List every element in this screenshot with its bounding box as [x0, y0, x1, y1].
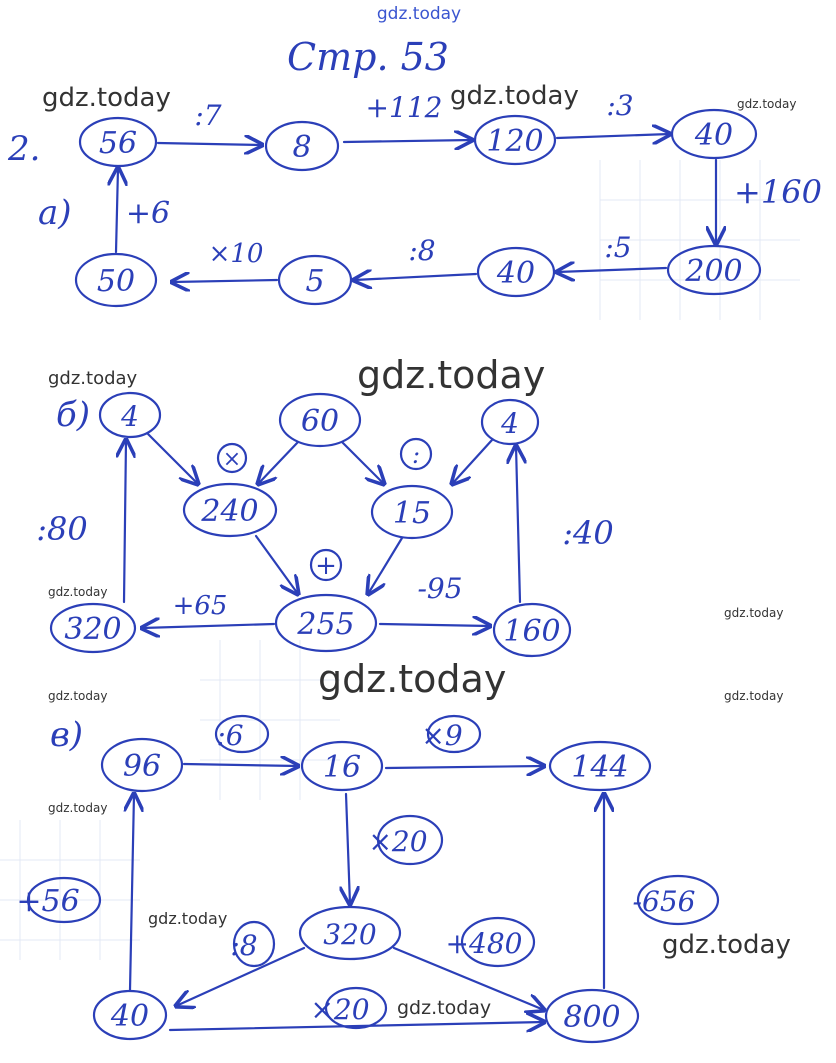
- op-label: +112: [365, 91, 443, 124]
- watermark: gdz.today: [48, 585, 108, 599]
- node-value: 160: [503, 614, 561, 649]
- node-value: 240: [201, 494, 259, 529]
- part-a-label: а): [38, 193, 72, 233]
- page-title: Стр. 53: [287, 35, 449, 79]
- arrow: [172, 280, 277, 282]
- arrow: [116, 168, 118, 252]
- op-label: :5: [604, 231, 632, 264]
- part-c-diagram: [16, 715, 718, 1042]
- arrow: [124, 440, 126, 602]
- arrow: [452, 440, 492, 484]
- op-label: :40: [562, 514, 614, 552]
- arrow: [346, 794, 350, 904]
- node-value: 120: [486, 124, 544, 159]
- task-number: 2.: [8, 129, 41, 169]
- node-value: 8: [292, 130, 312, 165]
- arrow: [368, 538, 402, 594]
- op-label: ×20: [368, 825, 428, 858]
- watermark: gdz.today: [48, 801, 108, 815]
- op-label: :7: [194, 99, 222, 132]
- arrow: [380, 624, 490, 626]
- node-value: 16: [322, 750, 362, 785]
- op-label: :6: [216, 719, 244, 752]
- op-label: ×9: [421, 719, 463, 752]
- node-value: 200: [685, 254, 743, 289]
- node-value: 144: [571, 750, 629, 785]
- op-label: +56: [16, 884, 80, 919]
- arrow: [557, 268, 666, 272]
- arrow: [386, 766, 544, 768]
- op-label: -95: [417, 572, 463, 605]
- arrow: [148, 434, 198, 484]
- node-value: 40: [110, 999, 150, 1034]
- arrow: [158, 143, 262, 145]
- watermark: gdz.today: [724, 689, 784, 703]
- part-b-label: б): [56, 395, 91, 435]
- part-b-diagram: [36, 393, 614, 656]
- node-value: 320: [64, 612, 122, 647]
- arrow: [142, 624, 274, 628]
- watermark: gdz.today: [148, 909, 228, 928]
- part-c-label: в): [50, 715, 84, 755]
- watermark: gdz.today: [42, 83, 171, 113]
- node-value: 4: [501, 407, 519, 440]
- node-value: 60: [300, 404, 340, 439]
- node-value: 40: [496, 256, 536, 291]
- node-value: 320: [323, 918, 377, 951]
- watermark: gdz.today: [318, 657, 507, 701]
- node-value: 96: [122, 749, 162, 784]
- node-value: 50: [96, 264, 136, 299]
- arrow: [342, 442, 384, 484]
- node-value: 800: [563, 1000, 621, 1035]
- arrow: [557, 134, 670, 138]
- op-label: ×20: [310, 993, 370, 1026]
- watermark: gdz.today: [737, 97, 797, 111]
- op-label: :3: [606, 89, 634, 122]
- op-label: +: [315, 551, 337, 581]
- node-value: 40: [694, 118, 734, 153]
- arrow: [256, 536, 298, 594]
- watermark: gdz.today: [48, 368, 138, 389]
- arrow: [258, 442, 298, 484]
- node-value: 255: [297, 607, 355, 642]
- op-label: +65: [172, 591, 228, 621]
- arrow: [184, 764, 298, 766]
- arrow: [344, 140, 472, 142]
- node-value: 56: [98, 126, 138, 161]
- op-label: +160: [734, 173, 822, 211]
- op-label: ×: [222, 447, 242, 472]
- header-watermark: gdz.today: [376, 4, 462, 24]
- op-label: +480: [445, 927, 523, 960]
- op-label: ×10: [208, 239, 264, 269]
- node-value: 15: [392, 496, 432, 531]
- arrow: [130, 794, 134, 990]
- part-a-diagram: [7, 89, 822, 306]
- arrow: [354, 274, 476, 280]
- op-label: -656: [632, 885, 696, 918]
- op-label: :8: [408, 234, 436, 267]
- op-label: :80: [36, 510, 88, 548]
- watermark: gdz.today: [48, 689, 108, 703]
- watermark: gdz.today: [397, 997, 492, 1019]
- op-label: :8: [230, 929, 258, 962]
- node-value: 5: [305, 264, 325, 299]
- op-label: :: [411, 441, 421, 469]
- watermark: gdz.today: [450, 81, 579, 111]
- node-value: 4: [121, 400, 139, 433]
- watermark: gdz.today: [662, 930, 791, 960]
- arrow: [516, 446, 520, 602]
- op-label: +6: [125, 196, 171, 231]
- watermark: gdz.today: [357, 353, 546, 397]
- watermark: gdz.today: [724, 606, 784, 620]
